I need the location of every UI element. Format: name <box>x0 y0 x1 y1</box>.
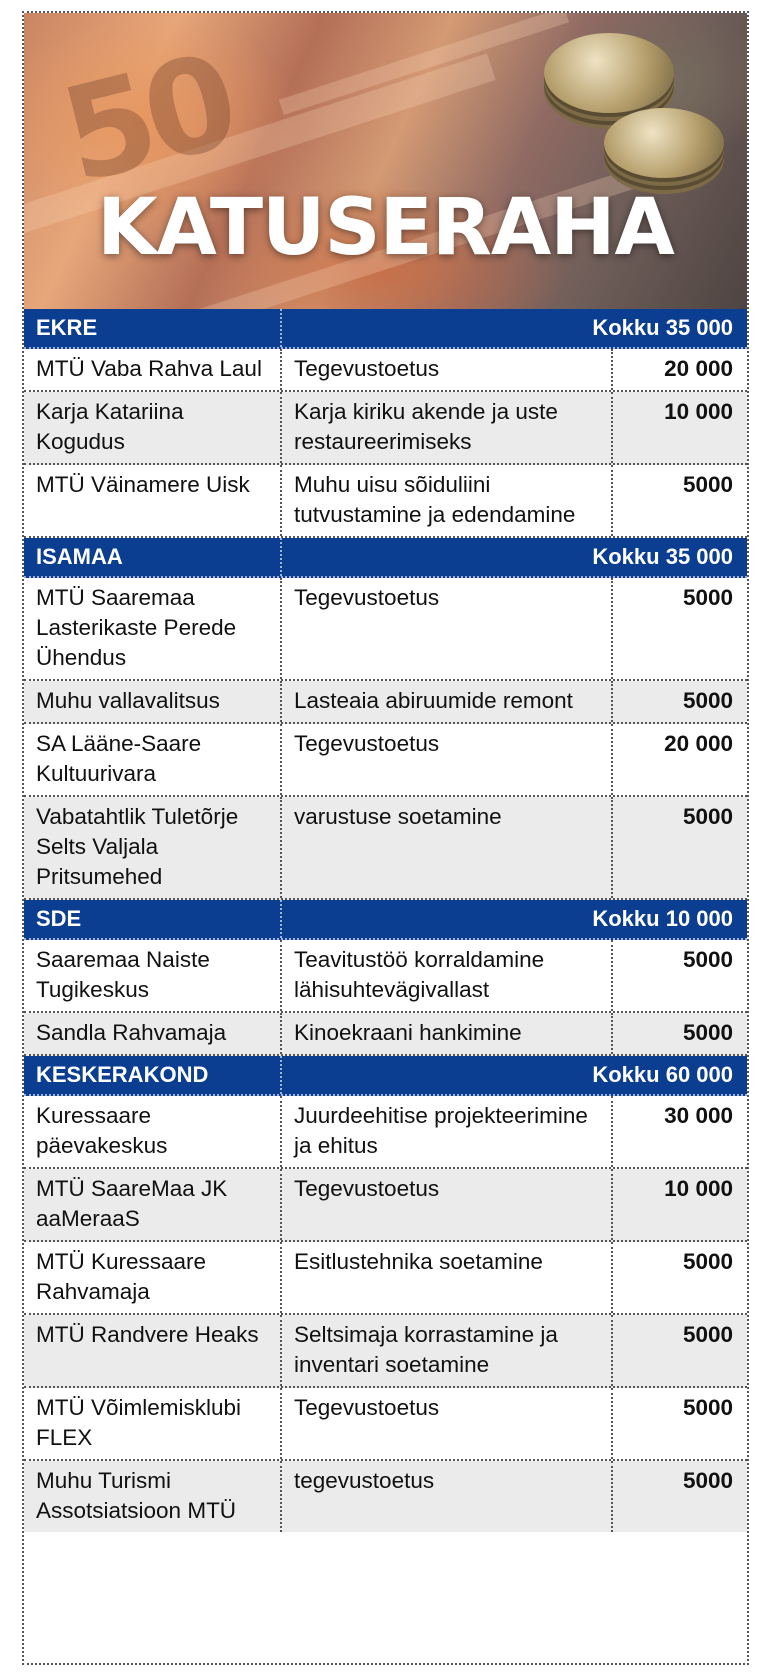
organization-cell: MTÜ Väinamere Uisk <box>24 465 282 536</box>
organization-cell: Muhu vallavalitsus <box>24 681 282 722</box>
amount-cell: 5000 <box>682 1468 733 1493</box>
amount-cell: 20 000 <box>664 731 733 756</box>
party-total: Kokku 60 000 <box>592 1062 733 1087</box>
amount-cell: 30 000 <box>664 1103 733 1128</box>
organization-cell: MTÜ Randvere Heaks <box>24 1315 282 1386</box>
header-photo <box>24 13 747 309</box>
amount-cell: 5000 <box>682 1249 733 1274</box>
party-header <box>24 1056 747 1096</box>
amount-cell: 5000 <box>682 585 733 610</box>
table-row <box>24 940 747 1013</box>
party-total: Kokku 35 000 <box>592 315 733 340</box>
purpose-cell: Esitlustehnika soetamine <box>282 1242 613 1313</box>
organization-cell: Vabatahtlik Tuletõrje Selts Valjala Pritsumehed <box>24 797 282 898</box>
table-row <box>24 797 747 900</box>
organization-cell: Kuressaare päevakeskus <box>24 1096 282 1167</box>
party-name: ISAMAA <box>24 538 282 576</box>
table-row <box>24 1461 747 1532</box>
purpose-cell: Teavitustöö korraldamine lähisuhtevägivallast <box>282 940 613 1011</box>
purpose-cell: Muhu uisu sõiduliini tutvustamine ja edendamine <box>282 465 613 536</box>
organization-cell: Karja Katariina Kogudus <box>24 392 282 463</box>
purpose-cell: Tegevustoetus <box>282 724 613 795</box>
purpose-cell: Karja kiriku akende ja uste restaureerimiseks <box>282 392 613 463</box>
table-row <box>24 1315 747 1388</box>
party-header <box>24 309 747 349</box>
table-row <box>24 724 747 797</box>
purpose-cell: Seltsimaja korrastamine ja inventari soetamine <box>282 1315 613 1386</box>
purpose-cell: Kinoekraani hankimine <box>282 1013 613 1054</box>
purpose-cell: Juurdeehitise projekteerimine ja ehitus <box>282 1096 613 1167</box>
amount-cell: 5000 <box>682 1395 733 1420</box>
page-title: KATUSERAHA <box>97 183 674 273</box>
organization-cell: MTÜ Saaremaa Lasterikaste Perede Ühendus <box>24 578 282 679</box>
funding-table <box>24 309 747 1532</box>
party-total: Kokku 35 000 <box>592 544 733 569</box>
party-header <box>24 538 747 578</box>
amount-cell: 5000 <box>682 472 733 497</box>
amount-cell: 20 000 <box>664 356 733 381</box>
purpose-cell: Tegevustoetus <box>282 578 613 679</box>
table-row <box>24 1388 747 1461</box>
organization-cell: MTÜ Vaba Rahva Laul <box>24 349 282 390</box>
organization-cell: MTÜ SaareMaa JK aaMeraaS <box>24 1169 282 1240</box>
table-row <box>24 1242 747 1315</box>
organization-cell: Muhu Turismi Assotsiatsioon MTÜ <box>24 1461 282 1532</box>
amount-cell: 5000 <box>682 947 733 972</box>
purpose-cell: Tegevustoetus <box>282 1388 613 1459</box>
party-name: KESKERAKOND <box>24 1056 282 1094</box>
coin-stack-icon <box>604 108 724 178</box>
party-name: EKRE <box>24 309 282 347</box>
amount-cell: 5000 <box>682 688 733 713</box>
table-row <box>24 1169 747 1242</box>
purpose-cell: Tegevustoetus <box>282 349 613 390</box>
table-row <box>24 578 747 681</box>
table-row <box>24 1013 747 1056</box>
organization-cell: Saaremaa Naiste Tugikeskus <box>24 940 282 1011</box>
table-row <box>24 349 747 392</box>
party-total: Kokku 10 000 <box>592 906 733 931</box>
purpose-cell: tegevustoetus <box>282 1461 613 1532</box>
party-name: SDE <box>24 900 282 938</box>
purpose-cell: Tegevustoetus <box>282 1169 613 1240</box>
amount-cell: 10 000 <box>664 399 733 424</box>
purpose-cell: Lasteaia abiruumide remont <box>282 681 613 722</box>
banknote-figure: 50 <box>48 25 245 213</box>
table-row <box>24 392 747 465</box>
amount-cell: 5000 <box>682 1322 733 1347</box>
amount-cell: 5000 <box>682 1020 733 1045</box>
table-row <box>24 465 747 538</box>
coin-stack-icon <box>544 33 674 113</box>
party-header <box>24 900 747 940</box>
table-row <box>24 1096 747 1169</box>
organization-cell: Sandla Rahvamaja <box>24 1013 282 1054</box>
purpose-cell: varustuse soetamine <box>282 797 613 898</box>
organization-cell: SA Lääne-Saare Kultuurivara <box>24 724 282 795</box>
organization-cell: MTÜ Kuressaare Rahvamaja <box>24 1242 282 1313</box>
amount-cell: 10 000 <box>664 1176 733 1201</box>
organization-cell: MTÜ Võimlemisklubi FLEX <box>24 1388 282 1459</box>
amount-cell: 5000 <box>682 804 733 829</box>
table-row <box>24 681 747 724</box>
